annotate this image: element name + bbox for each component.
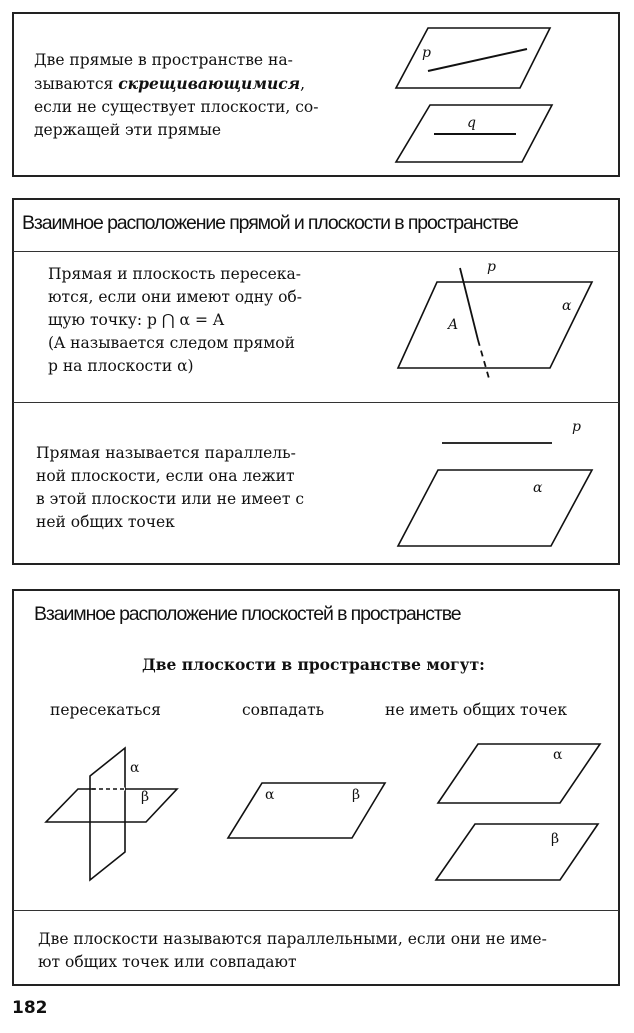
label-alpha-parallel-planes: α [553,747,563,763]
page-number: 182 [12,998,48,1018]
line-p-above [460,268,478,340]
label-p-parallel: p [572,419,581,435]
label-alpha-coincide: α [265,787,275,803]
label-alpha-intersect-planes: α [130,760,140,776]
intersection-definition: Прямая и плоскость пересека- ются, если они имеют одну об- щую точку: p ⋂ α = A (A называется следом прямой p на плоскости α) [48,265,302,375]
planes-title: Взаимное расположение плоскостей в пространстве [34,603,461,625]
label-q-box1: q [467,115,476,131]
line-p [428,49,527,71]
label-beta-coincide: β [352,787,361,803]
parallel-line-definition: Прямая называется параллель- ной плоскости, если она лежит в этой плоскости или не имеет с ней общих точек [36,444,305,531]
planes-subtitle: Две плоскости в пространстве могут: [142,655,485,674]
label-p-intersect: p [487,259,496,275]
plane-coincide [228,783,385,838]
parallel-planes-definition: Две плоскости называются параллельными, если они не име- ют общих точек или совпадают [38,930,547,971]
case-coincide-label: совпадать [242,701,325,719]
label-A: A [448,317,459,333]
plane-alpha-parallel [398,470,592,546]
label-p-box1: p [422,45,431,61]
skew-line-2: зываются скрещивающимися, [34,74,306,93]
label-alpha-intersect: α [562,298,572,314]
line-plane-title: Взаимное расположение прямой и плоскости в пространстве [22,212,518,234]
label-beta-parallel-planes: β [551,831,560,847]
skew-line-4: держащей эти прямые [34,121,222,139]
label-beta-intersect-planes: β [141,789,150,805]
line-p-below [478,340,490,382]
plane-beta-parallel-bottom [436,824,598,880]
case-parallel-label: не иметь общих точек [385,701,568,719]
skew-plane-top [396,28,550,88]
skew-line-1: Две прямые в пространстве на- [34,51,293,69]
case-intersect-label: пересекаться [50,701,161,719]
plane-alpha-vertical [90,748,125,880]
skew-line-3: если не существует плоскости, со- [34,98,319,116]
plane-alpha-parallel-top [438,744,600,803]
plane-alpha-intersect [398,282,592,368]
plane-beta-horizontal [46,789,177,822]
label-alpha-parallel: α [533,480,543,496]
skew-term: скрещивающимися [118,74,301,93]
